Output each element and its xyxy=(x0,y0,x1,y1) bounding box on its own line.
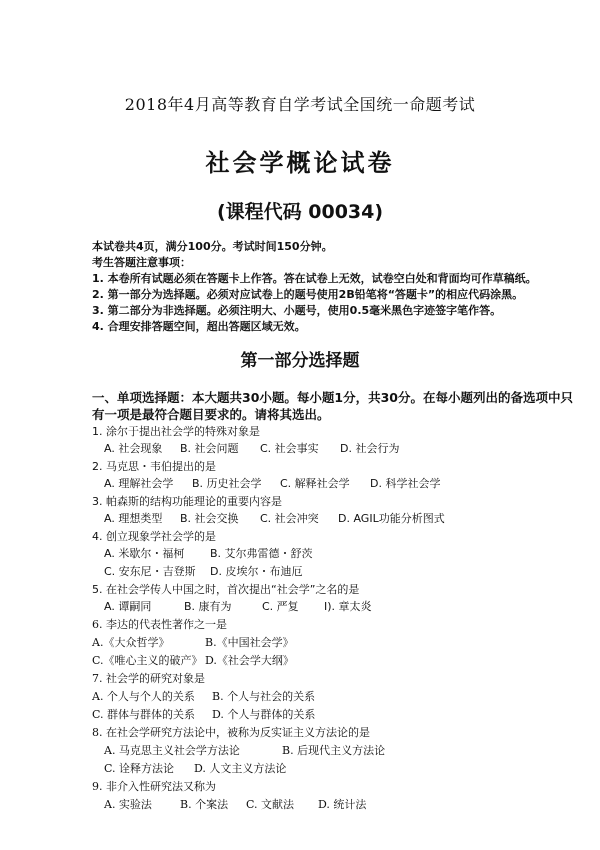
question-option: C. 安东尼・吉登斯 xyxy=(104,565,196,578)
question-option: D.《社会学大纲》 xyxy=(205,654,294,667)
paper-title: 社会学概论试卷 xyxy=(205,148,395,177)
notes-intro: 本试卷共4页，满分100分。考试时间150分钟。 xyxy=(92,240,333,253)
question-stem: 8. 在社会学研究方法论中，被称为反实证主义方法论的是 xyxy=(92,726,370,739)
question-option: C. 解释社会学 xyxy=(280,477,350,490)
question-option: I). 章太炎 xyxy=(324,600,372,613)
question-option: C. 文献法 xyxy=(246,798,295,811)
question-stem: 4. 创立现象学社会学的是 xyxy=(92,530,216,543)
question-option: B. 历史社会学 xyxy=(192,477,262,490)
question-option: A. 理解社会学 xyxy=(104,477,174,490)
question-stem: 6. 李达的代表性著作之一是 xyxy=(92,618,227,631)
question-option: C. 诠释方法论 xyxy=(104,762,175,775)
question-option: D. AGIL功能分析图式 xyxy=(338,512,445,525)
question-option: A. 马克思主义社会学方法论 xyxy=(104,744,240,757)
question-option: C. 社会事实 xyxy=(260,442,319,455)
question-option: A. 社会现象 xyxy=(104,442,163,455)
question-option: C.《唯心主义的破产》 xyxy=(92,654,203,667)
question-stem: 5. 在社会学传人中国之时，首次提出“社会学”之名的是 xyxy=(92,583,360,596)
question-option: D. 个人与群体的关系 xyxy=(212,708,316,721)
question-option: A.《大众哲学》 xyxy=(92,636,170,649)
notes-item: 3. 第二部分为非选择题。必须注明大、小题号，使用0.5毫米黑色字迹签字笔作答。 xyxy=(92,304,502,317)
question-option: B. 康有为 xyxy=(184,600,232,613)
paper-code: (课程代码 00034) xyxy=(216,201,384,223)
question-option: C. 社会冲突 xyxy=(260,512,319,525)
section-instruction-line1: 一、单项选择题：本大题共30小题。每小题1分，共30分。在每小题列出的备选项中只 xyxy=(92,390,573,405)
question-option: B. 社会问题 xyxy=(180,442,239,455)
question-stem: 2. 马克思・韦伯提出的是 xyxy=(92,460,216,473)
question-option: C. 群体与群体的关系 xyxy=(92,708,196,721)
notes-item: 2. 第一部分为选择题。必须对应试卷上的题号使用2B铅笔将“答题卡”的相应代码涂黑。 xyxy=(92,288,524,301)
question-option: B. 个案法 xyxy=(180,798,229,811)
part-one-title: 第一部分选择题 xyxy=(240,351,360,371)
question-stem: 3. 帕森斯的结构功能理论的重要内容是 xyxy=(92,495,282,508)
question-option: D. 社会行为 xyxy=(340,442,400,455)
notes-item: 1. 本卷所有试题必须在答题卡上作答。答在试卷上无效，试卷空白处和背面均可作草稿纸。 xyxy=(92,272,537,285)
question-option: A. 谭嗣同 xyxy=(104,600,152,613)
question-stem: 1. 涂尔于提出社会学的特殊对象是 xyxy=(92,425,260,438)
notes-item: 4. 合理安排答题空间，超出答题区域无效。 xyxy=(92,320,306,333)
question-option: C. 严复 xyxy=(262,600,299,613)
question-option: B.《中国社会学》 xyxy=(205,636,294,649)
question-option: D. 人文主义方法论 xyxy=(194,762,287,775)
question-stem: 9. 非介入性研究法又称为 xyxy=(92,780,216,793)
question-option: B. 后现代主义方法论 xyxy=(282,744,386,757)
question-option: B. 社会交换 xyxy=(180,512,239,525)
question-stem: 7. 社会学的研究对象是 xyxy=(92,672,205,685)
question-option: D. 科学社会学 xyxy=(370,477,441,490)
question-option: B. 艾尔弗雷德・舒茨 xyxy=(210,547,313,560)
question-option: D. 统计法 xyxy=(318,798,367,811)
section-instruction-line2: 有一项是最符合题目要求的。请将其选出。 xyxy=(92,407,330,422)
question-option: A. 实验法 xyxy=(104,798,152,811)
question-option: A. 理想类型 xyxy=(104,512,163,525)
notes-attention-heading: 考生答题注意事项： xyxy=(92,256,191,269)
exam-title: 2018年4月高等教育自学考试全国统一命题考试 xyxy=(124,95,476,114)
question-option: D. 皮埃尔・布迪厄 xyxy=(210,565,303,578)
question-option: A. 个人与个人的关系 xyxy=(92,690,195,703)
question-option: B. 个人与社会的关系 xyxy=(212,690,316,703)
question-option: A. 米歇尔・福柯 xyxy=(104,547,185,560)
